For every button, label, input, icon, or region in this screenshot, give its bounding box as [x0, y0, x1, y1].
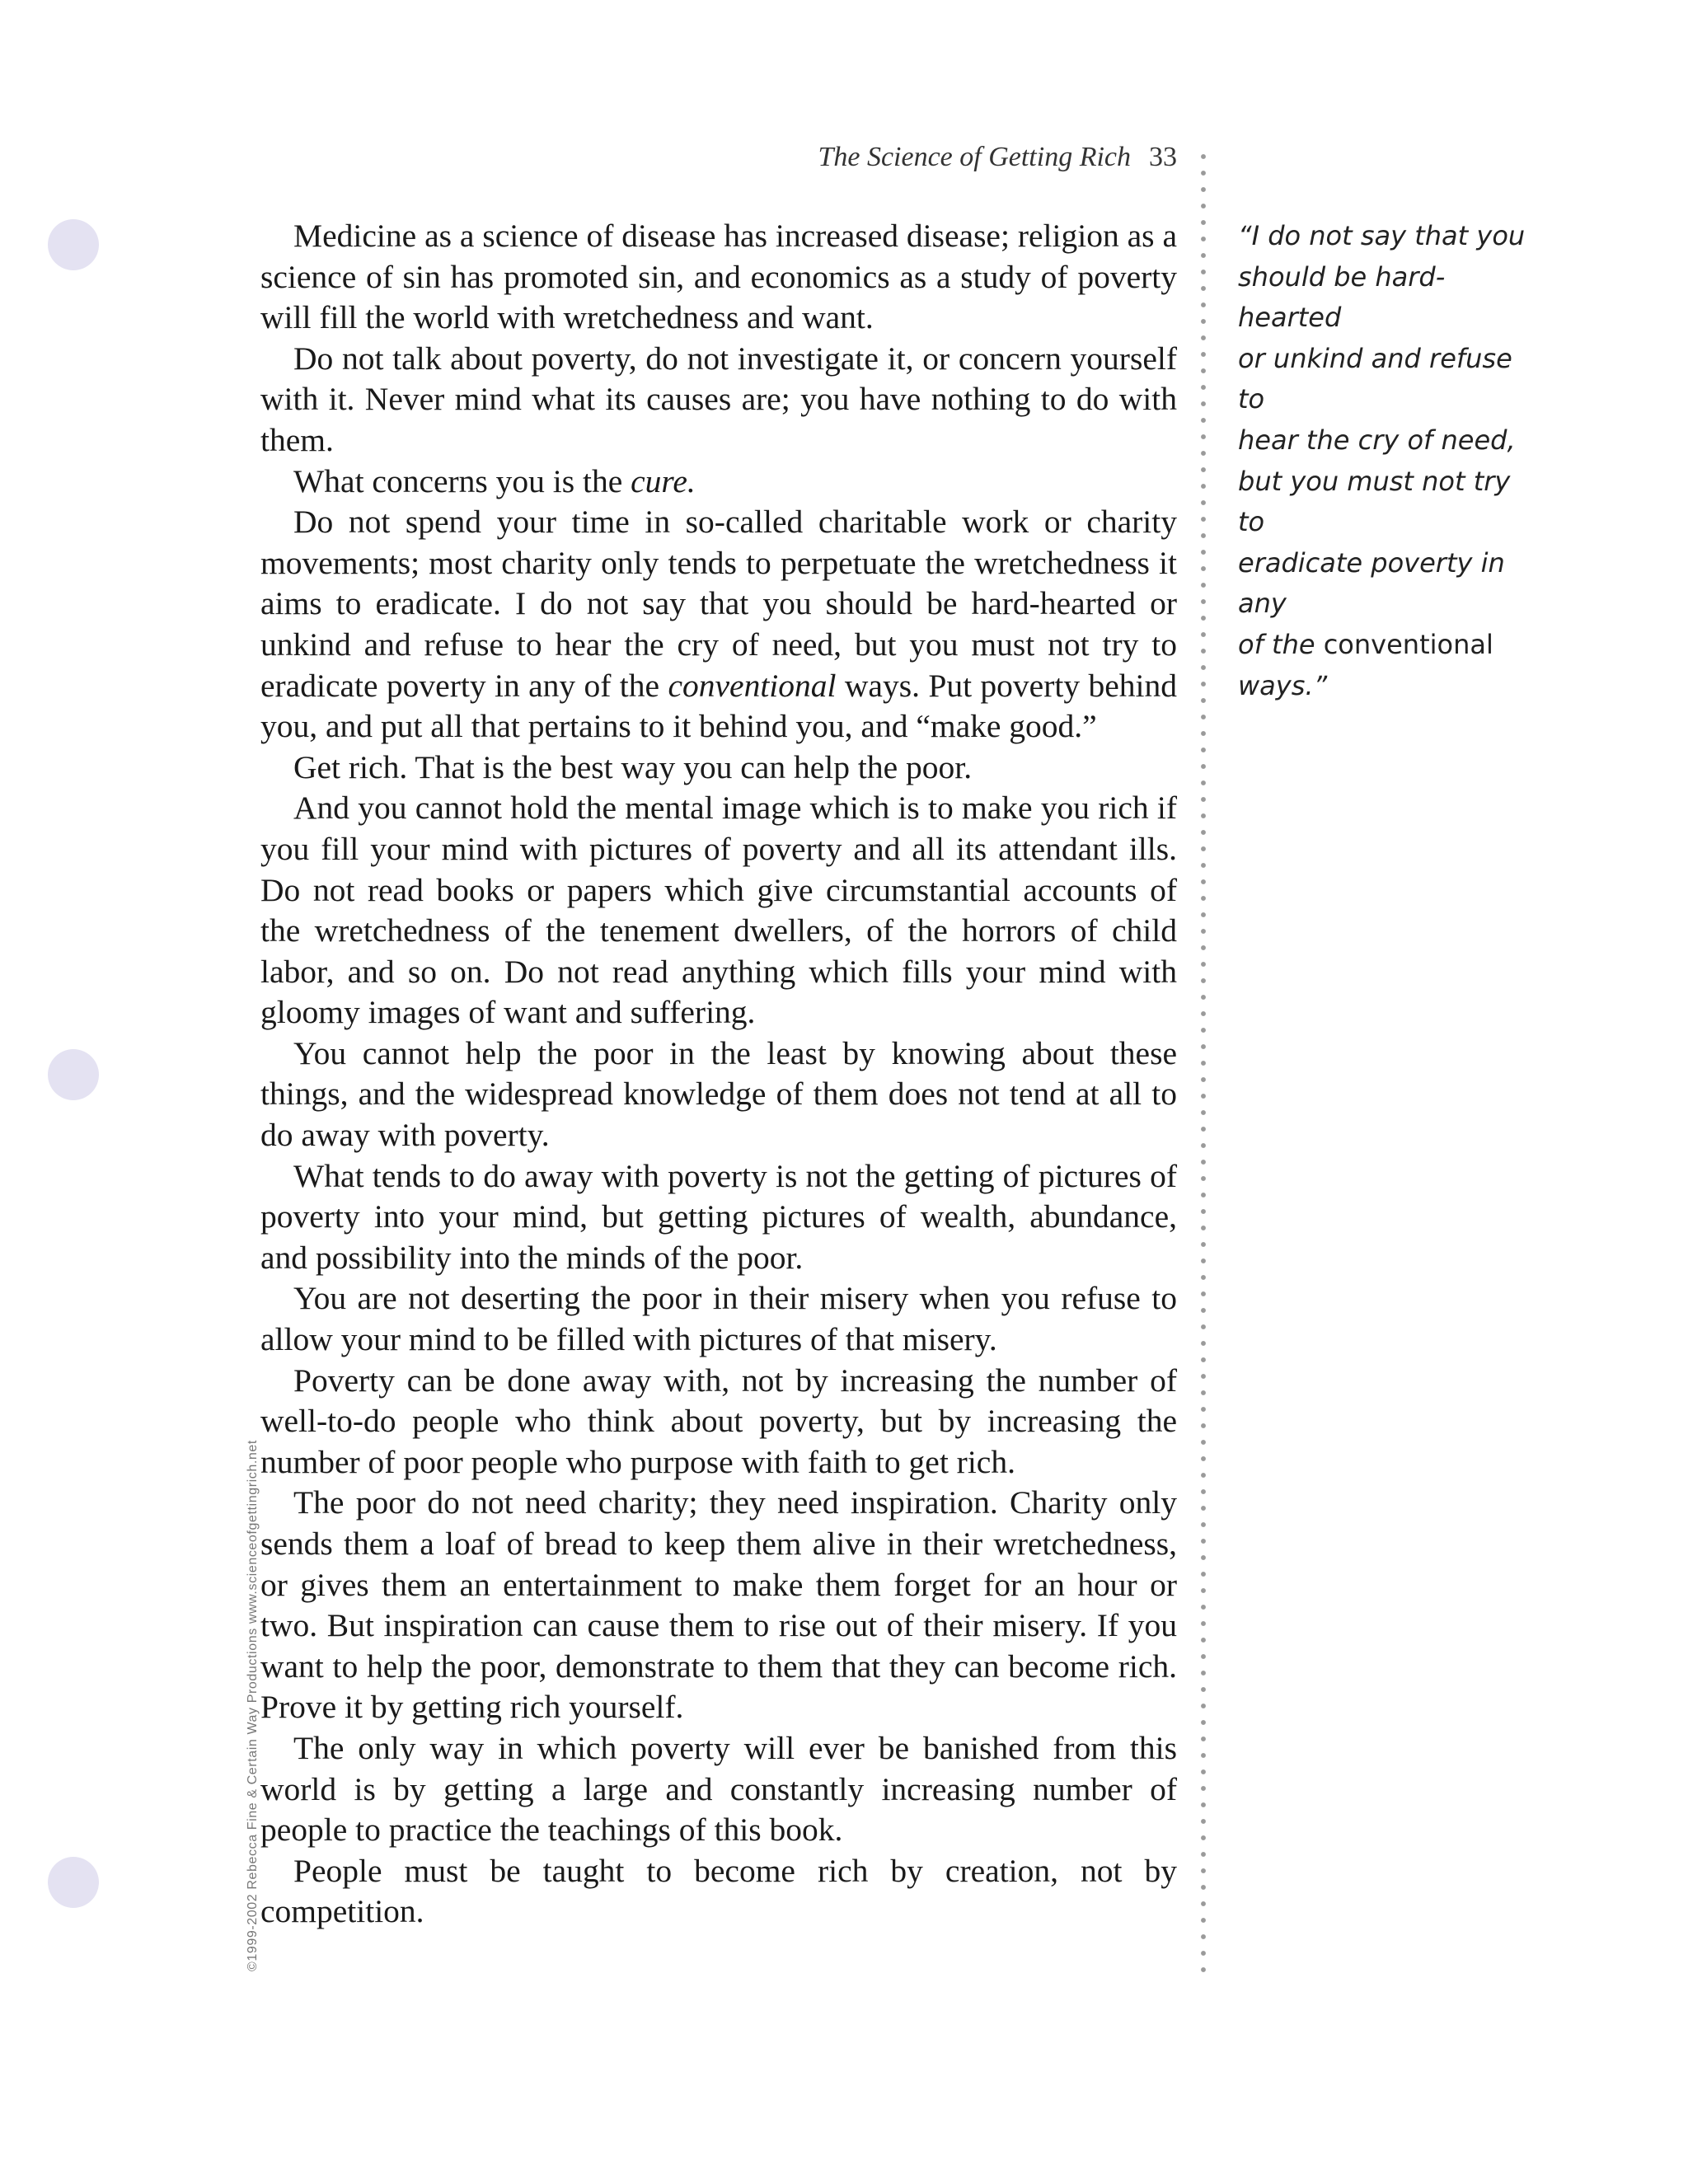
page-number: 33 [1149, 142, 1177, 172]
pull-quote-emphasis: conventional [1323, 628, 1493, 660]
dotted-divider [1200, 148, 1207, 1978]
running-head [577, 142, 1177, 173]
paragraph: Medicine as a science of disease has increased disease; religion as a science of sin has promoted sin, and economics as a study of poverty will fill the world with wretchedness and want. [260, 218, 1177, 336]
copyright-notice: ©1999-2002 Rebecca Fine & Certain Way Productions www.scienceofgettingrich.net [246, 1440, 260, 1971]
paragraph: People must be taught to become rich by creation, not by competition. [260, 1852, 1177, 1930]
punch-hole-middle [48, 1049, 99, 1100]
pull-quote-line [1238, 625, 1543, 666]
paragraph-text: ways. Put poverty behind you, and put all that pertains to it behind you, and “make good.” [260, 667, 1177, 745]
paragraph: Get rich. That is the best way you can help the poor. [293, 748, 973, 785]
emphasis-text: cure. [631, 462, 696, 499]
paragraph: The poor do not need charity; they need inspiration. Charity only sends them a loaf of bread to keep them alive in their wretchedness, or gives them an entertainment to make them forget for an hour or two. But inspiration can cause them to rise out of their misery. If you want to help the poor, demonstrate to them that they can become rich. Prove it by getting rich yourself. [260, 1484, 1177, 1726]
paragraph: What tends to do away with poverty is not the getting of pictures of poverty into your mind, but getting pictures of wealth, abundance, and possibility into the minds of the poor. [260, 1157, 1177, 1276]
pull-quote-line: but you must not try to [1238, 465, 1511, 538]
pull-quote-line: “I do not say that you [1238, 220, 1526, 251]
pull-quote-line: or unkind and refuse to [1238, 342, 1512, 415]
pull-quote-line: should be hard-hearted [1238, 260, 1446, 334]
punch-hole-top [48, 219, 99, 270]
pull-quote-text: of the [1238, 628, 1324, 660]
paragraph-text: Do not spend your time in so-called charitable work or charity movements; most charity only tends to perpetuate the wretchedness it aims to eradicate. I do not say that you should be hard-hearted or unkind and refuse to hear the cry of need, but you must not try to eradicate poverty in any of the [260, 504, 1177, 704]
pull-quote-line: hear the cry of need, [1238, 424, 1516, 456]
pull-quote-line: ways.” [1238, 669, 1328, 701]
paragraph-text: What concerns you is the [293, 462, 631, 499]
paragraph: You are not deserting the poor in their misery when you refuse to allow your mind to be filled with pictures of that misery. [260, 1280, 1177, 1358]
punch-hole-bottom [48, 1857, 99, 1908]
paragraph: Do not talk about poverty, do not investigate it, or concern yourself with it. Never mind what its causes are; you have nothing to do with them. [260, 340, 1177, 458]
book-title: The Science of Getting Rich [818, 142, 1131, 172]
paragraph: You cannot help the poor in the least by knowing about these things, and the widespread knowledge of them does not tend at all to do away with poverty. [260, 1034, 1177, 1154]
pull-quote-line: eradicate poverty in any [1238, 546, 1505, 620]
paragraph: And you cannot hold the mental image which is to make you rich if you fill your mind with pictures of poverty and all its attendant ills. Do not read books or papers which give circumstantial accounts of the wretchedness of the tenement dwellers, of the horrors of child labor, and so on. Do not read anything which fills your mind with gloomy images of want and suffering. [260, 790, 1177, 1031]
body-text [260, 216, 1177, 1933]
pull-quote [1238, 216, 1543, 706]
paragraph [260, 502, 1177, 748]
paragraph [260, 462, 1177, 503]
paragraph: The only way in which poverty will ever be banished from this world is by getting a large and constantly increasing number of people to practice the teachings of this book. [260, 1729, 1177, 1849]
paragraph: Poverty can be done away with, not by increasing the number of well-to-do people who think about poverty, but by increasing the number of poor people who purpose with faith to get rich. [260, 1361, 1177, 1480]
emphasis-text: conventional [668, 667, 837, 704]
